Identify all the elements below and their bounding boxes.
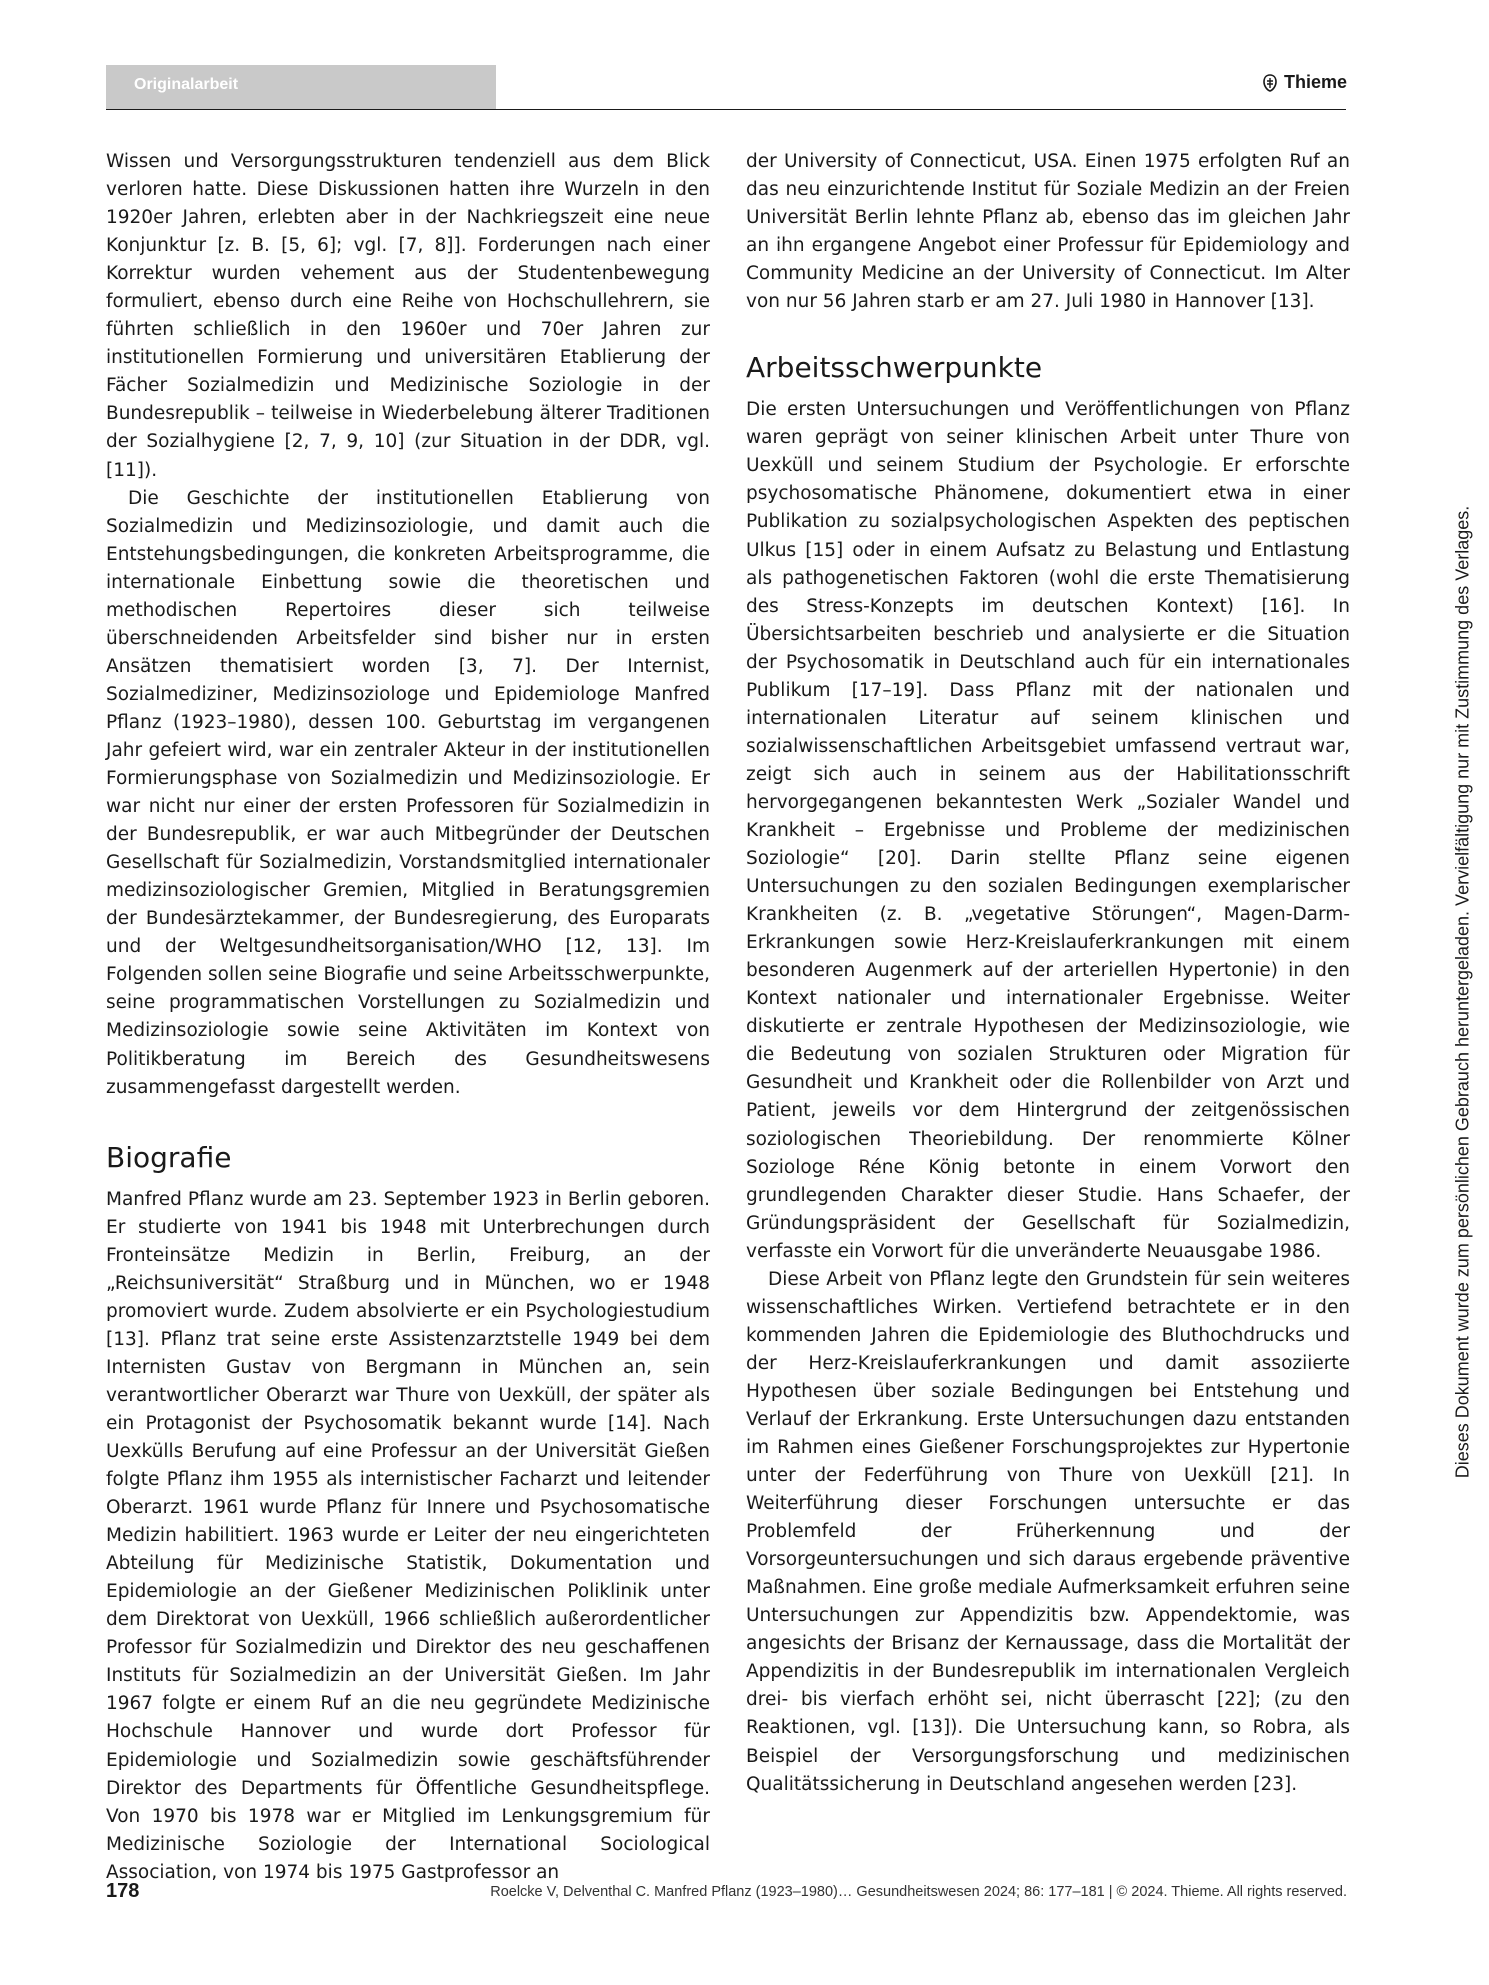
publisher-logo bbox=[1262, 72, 1347, 93]
section-label: Originalarbeit bbox=[134, 76, 239, 93]
paragraph: Die Geschichte der institutionellen Etablierung von Sozialmedizin und Medizinsoziologie, und damit auch die Entstehungsbedingungen, die konkreten Arbeitsprogramme, die internationale Einbettung sowie die theoretischen und methodischen Repertoires dieser sich teilweise überschneidenden Arbeitsfelder sind bisher nur in ersten Ansätzen thematisiert worden [3, 7]. Der Internist, Sozialmediziner, Medizinsoziologe und Epidemiologe Manfred Pflanz (1923–1980), dessen 100. Geburtstag im vergangenen Jahr gefeiert wird, war ein zentraler Akteur in der institutionellen Formierungsphase von Sozialmedizin und Medizinsoziologie. Er war nicht nur einer der ersten Professoren für Sozialmedizin in der Bundesrepublik, er war auch Mitbegründer der Deutschen Gesellschaft für Sozialmedizin, Vorstandsmitglied internationaler medizinsoziologischer Gremien, Mitglied in Beratungsgremien der Bundesärztekammer, der Bundesregierung, des Europarats und der Weltgesundheitsorganisation/WHO [12, 13]. Im Folgenden sollen seine Biografie und seine Arbeitsschwerpunkte, seine programmatischen Vorstellungen zu Sozialmedizin und Medizinsoziologie sowie seine Aktivitäten im Kontext von Politikberatung im Bereich des Gesundheitswesens zusammengefasst dargestellt werden. bbox=[106, 487, 710, 1098]
paragraph: Manfred Pflanz wurde am 23. September 1923 in Berlin geboren. Er studierte von 1941 bis 1948 mit Unterbrechungen durch Fronteinsätze Medizin in Berlin, Freiburg, an der „Reichsuniversität“ Straßburg und in München, wo er 1948 promoviert wurde. Zudem absolvierte er ein Psychologiestudium [13]. Pflanz trat seine erste Assistenzarztstelle 1949 bei dem Internisten Gustav von Bergmann in München an, sein verantwortlicher Oberarzt war Thure von Uexküll, der später als ein Protagonist der Psychosomatik bekannt wurde [14]. Nach Uexkülls Berufung auf eine Professur an der Universität Gießen folgte Pflanz ihm 1955 als internistischer Facharzt und leitender Oberarzt. 1961 wurde Pflanz für Innere und Psychosomatische Medizin habilitiert. 1963 wurde er Leiter der neu eingerichteten Abteilung für Medizinische Statistik, Dokumentation und Epidemiologie an der Gießener Medizinischen Poliklinik unter dem Direktorat von Uexküll, 1966 schließlich außerordentlicher Professor für Sozialmedizin und Direktor des neu geschaffenen Instituts für Sozialmedizin an der Universität Gießen. Im Jahr 1967 folgte er einem Ruf an die neu gegründete Medizinische Hochschule Hannover und wurde dort Professor für Epidemiologie und Sozialmedizin sowie geschäftsführender Direktor des Departments für Öffentliche Gesundheitspflege. Von 1970 bis 1978 war er Mitglied im Lenkungsgremium für Medizinische Soziologie der International Sociological Association, von 1974 bis 1975 Gastprofessor an bbox=[106, 1188, 710, 1883]
section-label-band bbox=[106, 65, 496, 109]
paragraph: Wissen und Versorgungsstrukturen tendenziell aus dem Blick verloren hatte. Diese Diskussionen hatten ihre Wurzeln in den 1920er Jahren, erlebten aber in der Nachkriegszeit eine neue Konjunktur [z. B. [5, 6]; vgl. [7, 8]]. Forderungen nach einer Korrektur wurden vehement aus der Studentenbewegung formuliert, ebenso durch eine Reihe von Hochschullehrern, sie führten schließlich in den 1960er und 70er Jahren zur institutionellen Formierung und universitären Etablierung der Fächer Sozialmedizin und Medizinische Soziologie in der Bundesrepublik – teilweise in Wiederbelebung älterer Traditionen der Sozialhygiene [2, 7, 9, 10] (zur Situation in der DDR, vgl. [11]). bbox=[106, 151, 710, 481]
publisher-name: Thieme bbox=[1283, 72, 1347, 92]
paragraph: Diese Arbeit von Pflanz legte den Grundstein für sein weiteres wissenschaftliches Wirken. Vertiefend betrachtete er in den kommenden Jahren die Epidemiologie des Bluthochdrucks und der Herz-Kreislauferkrankungen und damit assoziierte Hypothesen über soziale Bedingungen bei Entstehung und Verlauf der Erkrankung. Erste Untersuchungen dazu entstanden im Rahmen eines Gießener Forschungsprojektes zur Hypertonie unter der Federführung von Thure von Uexküll [21]. In Weiterführung dieser Forschungen untersuchte er das Problemfeld der Früherkennung und der Vorsorgeuntersuchungen und sich daraus ergebende präventive Maßnahmen. Eine große mediale Aufmerksamkeit erfuhren seine Untersuchungen zur Appendizitis bzw. Appendektomie, was angesichts der Brisanz der Kernaussage, dass die Mortalität der Appendizitis in der Bundesrepublik im internationalen Vergleich drei- bis vierfach erhöht sei, nicht überrascht [22]; (zu den Reaktionen, vgl. [13]). Die Untersuchung kann, so Robra, als Beispiel der Versorgungsforschung und medizinischen Qualitätssicherung in Deutschland angesehen werden [23]. bbox=[746, 1268, 1350, 1795]
right-column bbox=[746, 148, 1350, 1799]
left-column bbox=[106, 148, 710, 1887]
footer-citation: Roelcke V, Delventhal C. Manfred Pflanz (1923–1980)… Gesundheitswesen 2024; 86: 177–181 | © 2024. Thieme. All rights reserved. bbox=[490, 1884, 1347, 1900]
download-notice: Dieses Dokument wurde zum persönlichen Gebrauch heruntergeladen. Vervielfältigung nur mit Zustimmung des Verlages. bbox=[1452, 505, 1473, 1479]
paragraph: der University of Connecticut, USA. Einen 1975 erfolgten Ruf an das neu einzurichtende Institut für Soziale Medizin an der Freien Universität Berlin lehnte Pflanz ab, ebenso das im gleichen Jahr an ihn ergangene Angebot einer Professur für Epidemiology and Community Medicine an der University of Connecticut. Im Alter von nur 56 Jahren starb er am 27. Juli 1980 in Hannover [13]. bbox=[746, 151, 1350, 313]
paragraph: Die ersten Untersuchungen und Veröffentlichungen von Pflanz waren geprägt von seiner klinischen Arbeit unter Thure von Uexküll und seinem Studium der Psychologie. Er erforschte psychosomatische Phänomene, dokumentiert etwa in einer Publikation zu sozialpsychologischen Aspekten des peptischen Ulkus [15] oder in einem Aufsatz zu Belastung und Entlastung als pathogenetischen Faktoren (wohl die erste Thematisierung des Stress-Konzepts im deutschen Kontext) [16]. In Übersichtsarbeiten beschrieb und analysierte er die Situation der Psychosomatik in Deutschland auch für ein internationales Publikum [17–19]. Dass Pflanz mit der nationalen und internationalen Literatur auf seinem klinischen und sozialwissenschaftlichen Arbeitsgebiet umfassend vertraut war, zeigt sich auch in seinem aus der Habilitationsschrift hervorgegangenen bekanntesten Werk „Sozialer Wandel und Krankheit – Ergebnisse und Probleme der medizinischen Soziologie“ [20]. Darin stellte Pflanz seine eigenen Untersuchungen zu den sozialen Bedingungen exemplarischer Krankheiten (z. B. „vegetative Störungen“, Magen-Darm-Erkrankungen sowie Herz-Kreislauferkrankungen mit einem besonderen Augenmerk auf der arteriellen Hypertonie) in den Kontext nationaler und internationaler Ergebnisse. Weiter diskutierte er zentrale Hypothesen der Medizinsoziologie, wie die Bedeutung von sozialen Strukturen oder Migration für Gesundheit und Krankheit oder die Rollenbilder von Arzt und Patient, jeweils vor dem Hintergrund der zeitgenössischen soziologischen Theoriebildung. Der renommierte Kölner Soziologe Réne König betonte in einem Vorwort den grundlegenden Charakter dieser Studie. Hans Schaefer, der Gründungspräsident der Gesellschaft für Sozialmedizin, verfasste ein Vorwort für die unveränderte Neuausgabe 1986. bbox=[746, 399, 1350, 1262]
section-heading-arbeitsschwerpunkte: Arbeitsschwerpunkte bbox=[746, 351, 1043, 385]
page-number: 178 bbox=[106, 1880, 140, 1902]
header-rule bbox=[106, 109, 1346, 110]
section-heading-biografie: Biografie bbox=[106, 1140, 232, 1174]
thieme-emblem-icon bbox=[1262, 74, 1278, 92]
